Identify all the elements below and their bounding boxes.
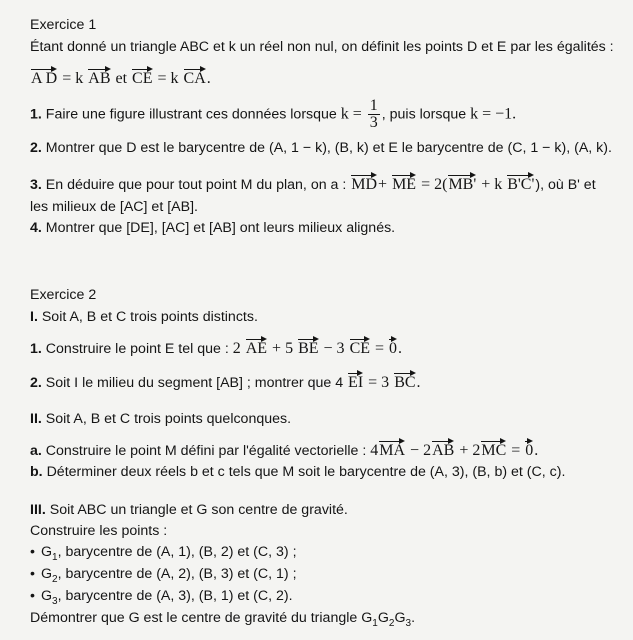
question-text: Montrer que D est le barycentre de (A, 1 − k), (B, k) et E le barycentre de (C, 1 − k), (A, k). <box>45 140 612 156</box>
point-text: , barycentre de (A, 2), (B, 3) et (C, 1) ; <box>57 566 297 582</box>
vector-ae: AE <box>245 340 268 357</box>
exercise-2-part-3 <box>30 502 348 519</box>
math-k2: k = −1. <box>470 105 517 123</box>
part-number: II. <box>30 411 42 427</box>
eq-part: . <box>534 442 539 459</box>
exercise-1-intro: Étant donné un triangle ABC et k un réel non nul, on définit les points D et E par les égalités : <box>30 39 614 55</box>
exercise-2-part-2 <box>30 411 291 428</box>
point-label: G <box>377 610 389 626</box>
question-number: 2. <box>30 140 42 156</box>
question-number: 4. <box>30 220 42 236</box>
final-question <box>30 610 415 632</box>
vector-ab: AB <box>88 70 111 87</box>
vector-b-prime-c-prime: B'C' <box>507 176 535 193</box>
eq-part: = 2( <box>421 176 448 193</box>
eq-part: + <box>378 176 388 193</box>
part-text: Soit ABC un triangle et G son centre de gravité. <box>49 502 348 518</box>
zero-vector: 0 <box>389 340 398 357</box>
coef: 2 <box>232 340 241 357</box>
vector-bc: BC <box>394 374 416 391</box>
part-number: I. <box>30 309 38 325</box>
point-label: G <box>41 566 53 582</box>
point-sub: 3 <box>405 617 412 629</box>
coef: 4 <box>370 442 379 459</box>
question-text: Déterminer deux réels b et c tels que M soit le barycentre de (A, 3), (B, b) et (C, c). <box>46 464 566 480</box>
eq-part: = <box>511 442 521 459</box>
question-number: b. <box>30 464 43 480</box>
point-label: G <box>394 610 406 626</box>
question-text: Montrer que [DE], [AC] et [AB] ont leurs milieux alignés. <box>45 220 396 236</box>
part-text: Soit A, B et C trois points quelconques. <box>45 411 292 427</box>
question-number: 1. <box>30 106 42 123</box>
eq-part: . <box>416 374 421 391</box>
question-text: , puis lorsque <box>381 106 467 123</box>
exercise-2-question-a <box>30 442 538 460</box>
eq-part: = 3 <box>368 374 390 391</box>
part-number: III. <box>30 502 46 518</box>
exercise-2-part-1 <box>30 309 258 326</box>
question-number: 3. <box>30 177 42 193</box>
question-number: 2. <box>30 375 42 391</box>
question-text: ), où B' et <box>535 177 596 193</box>
vector-mb-prime: MB' <box>448 176 477 193</box>
exercise-1-question-3-line-2: les milieux de [AC] et [AB]. <box>30 199 198 215</box>
eq-part: = <box>375 340 385 357</box>
vector-ei: EI <box>348 374 364 391</box>
exercise-2-question-1 <box>30 340 402 358</box>
point-g3 <box>30 588 293 610</box>
question-text: Construire le point E tel que : <box>45 341 229 357</box>
coef: − 2 <box>410 442 432 459</box>
question-text: Soit I le milieu du segment [AB] ; montrer que 4 <box>45 375 344 391</box>
point-text: , barycentre de (A, 3), (B, 1) et (C, 2). <box>57 588 293 604</box>
numerator: 1 <box>369 97 378 114</box>
question-text: Démontrer que G est le centre de gravité du triangle <box>30 610 358 626</box>
vector-md: MD <box>351 176 378 193</box>
point-sub: 2 <box>52 573 58 585</box>
vector-be: BE <box>298 340 319 357</box>
fraction-one-third <box>368 98 380 131</box>
question-number: 1. <box>30 341 42 357</box>
point-sub: 3 <box>52 595 58 607</box>
eq-part: et <box>115 70 128 87</box>
exercise-1-question-4 <box>30 220 395 237</box>
vector-ma: MA <box>379 442 406 459</box>
exercise-1-definition-equation <box>30 70 211 87</box>
question-text: En déduire que pour tout point M du plan, on a : <box>45 177 347 193</box>
bullet: • <box>30 588 35 604</box>
vector-mc: MC <box>481 442 507 459</box>
point-label: G <box>41 588 53 604</box>
question-text: Construire le point M défini par l'égalité vectorielle : <box>45 443 367 459</box>
construire-label: Construire les points : <box>30 523 168 539</box>
coef: − 3 <box>323 340 345 357</box>
point-sub: 1 <box>372 617 378 629</box>
exercise-1-question-2 <box>30 140 612 157</box>
eq-part: = k <box>62 70 84 87</box>
denominator: 3 <box>369 114 378 131</box>
exercise-1-question-3 <box>30 176 596 194</box>
point-g1 <box>30 544 297 566</box>
point-label: G <box>41 544 53 560</box>
point-label: G <box>361 610 373 626</box>
exercise-2-question-2 <box>30 374 421 392</box>
exercise-1-title: Exercice 1 <box>30 17 97 33</box>
exercise-2-title: Exercice 2 <box>30 287 97 303</box>
vector-ab: AB <box>432 442 455 459</box>
eq-part: . <box>398 340 403 357</box>
coef: + 2 <box>459 442 481 459</box>
eq-part: . <box>411 610 416 626</box>
point-sub: 2 <box>388 617 395 629</box>
eq-part: = k <box>157 70 179 87</box>
point-text: , barycentre de (A, 1), (B, 2) et (C, 3) ; <box>57 544 297 560</box>
vector-ce: CE <box>349 340 371 357</box>
question-text: Faire une figure illustrant ces données lorsque <box>45 106 337 123</box>
eq-part: + k <box>481 176 503 193</box>
exercise-1-question-1 <box>30 98 516 131</box>
bullet: • <box>30 544 35 560</box>
part-text: Soit A, B et C trois points distincts. <box>41 309 258 325</box>
eq-part: . <box>206 70 211 87</box>
zero-vector: 0 <box>525 442 534 459</box>
vector-ad: A D <box>31 70 58 87</box>
vector-me: ME <box>392 176 417 193</box>
coef: + 5 <box>272 340 294 357</box>
point-g2 <box>30 566 297 588</box>
math-k: k = <box>340 105 362 123</box>
point-sub: 1 <box>52 551 58 563</box>
vector-ce: CE <box>132 70 153 87</box>
exercise-2-question-b <box>30 464 565 481</box>
vector-ca: CA <box>183 70 206 87</box>
question-number: a. <box>30 443 42 459</box>
bullet: • <box>30 566 35 582</box>
